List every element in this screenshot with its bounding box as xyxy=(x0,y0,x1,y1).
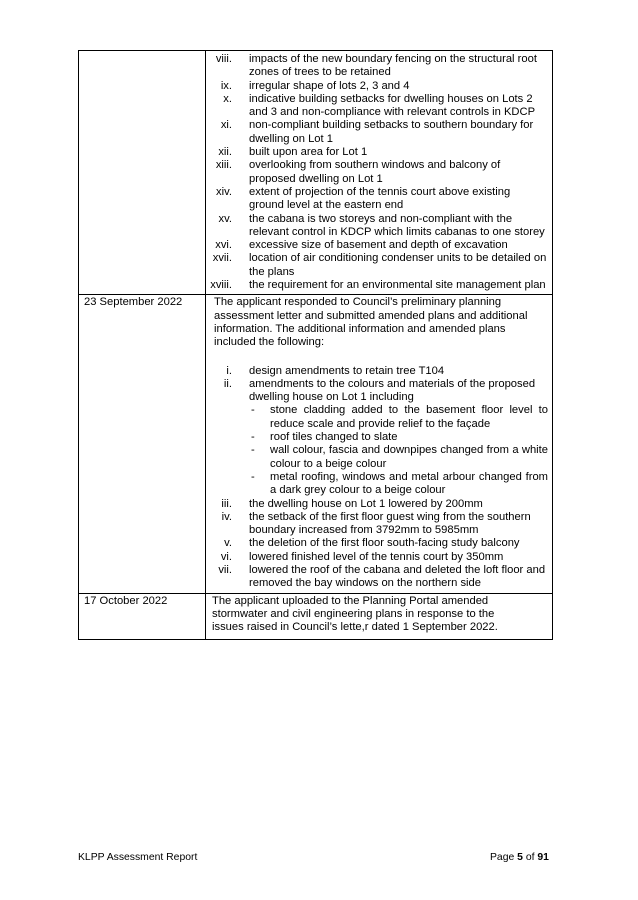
sub-list-item xyxy=(249,404,548,431)
item-number: i. xyxy=(226,364,232,377)
dash-bullet: - xyxy=(251,431,255,444)
list-item xyxy=(206,80,548,93)
item-text: amendments to the colours and materials of the proposed dwelling house on Lot 1 including xyxy=(249,377,536,404)
item-number: xi. xyxy=(220,119,232,132)
list-item xyxy=(206,186,548,213)
sub-list-item xyxy=(249,431,548,444)
sub-list xyxy=(249,404,548,497)
page-current: 5 xyxy=(517,852,523,863)
table-row xyxy=(79,51,553,295)
page-of: of xyxy=(522,852,538,863)
item-number: xvi. xyxy=(215,239,232,252)
item-text: the cabana is two storeys and non-compliant with the relevant control in KDCP which limits cabanas to one storey xyxy=(249,212,545,238)
item-text: excessive size of basement and depth of excavation xyxy=(249,239,508,252)
list-item xyxy=(206,93,548,120)
item-number: viii. xyxy=(215,53,232,65)
item-text: non-compliant building setbacks to southern boundary for dwelling on Lot 1 xyxy=(249,119,534,145)
item-text: lowered the roof of the cabana and deleted the loft floor and removed the bay windows on the northern side xyxy=(249,563,546,590)
item-number: xiv. xyxy=(216,185,232,198)
item-text: extent of projection of the tennis court above existing ground level at the eastern end xyxy=(249,185,511,212)
numbered-list xyxy=(206,51,552,294)
item-text: the setback of the first floor guest wing from the southern boundary increased from 3792mm to 5985mm xyxy=(249,510,531,537)
dash-bullet: - xyxy=(251,470,255,483)
paragraph: The applicant responded to Council’s preliminary planning assessment letter and submitted amended plans and additional information. The additional information and amended plans included the following: xyxy=(214,296,528,349)
list-item xyxy=(206,498,548,511)
list-item xyxy=(206,146,548,159)
chronology-table xyxy=(78,50,553,640)
list-item xyxy=(206,119,548,146)
sub-item-text: wall colour, fascia and downpipes changed from a white colour to a beige colour xyxy=(270,444,548,470)
list-item xyxy=(206,213,548,240)
table-row xyxy=(79,593,553,640)
item-text: built upon area for Lot 1 xyxy=(249,146,368,159)
list-item xyxy=(206,551,548,564)
date-cell: 23 September 2022 xyxy=(79,295,206,593)
details-cell xyxy=(206,51,553,295)
item-text: the requirement for an environmental site management plan xyxy=(249,279,546,292)
page-prefix: Page xyxy=(490,852,518,863)
details-cell xyxy=(206,295,553,593)
sub-item-text: metal roofing, windows and metal arbour changed from a dark grey colour to a beige colour xyxy=(270,470,548,497)
item-number: xviii. xyxy=(210,279,232,292)
item-number: xvii. xyxy=(212,252,232,265)
list-item xyxy=(206,365,548,378)
item-number: vi. xyxy=(220,550,232,563)
item-text: impacts of the new boundary fencing on the structural root zones of trees to be retained xyxy=(249,53,537,79)
item-text: the deletion of the first floor south-facing study balcony xyxy=(249,537,520,550)
sub-list-item xyxy=(249,471,548,498)
date-cell xyxy=(79,51,206,295)
list-item xyxy=(206,564,548,591)
numbered-list xyxy=(206,363,552,593)
dash-bullet: - xyxy=(251,444,255,457)
list-item xyxy=(206,511,548,538)
footer-page-number xyxy=(490,851,549,864)
item-number: iii. xyxy=(221,497,232,510)
dash-bullet: - xyxy=(251,404,255,417)
item-number: ii. xyxy=(223,377,232,390)
item-number: iv. xyxy=(221,510,232,523)
list-item xyxy=(206,239,548,252)
item-number: ix. xyxy=(220,79,232,92)
list-item xyxy=(206,378,548,498)
item-number: vii. xyxy=(218,563,232,576)
list-item xyxy=(206,252,548,279)
item-text: lowered finished level of the tennis court by 350mm xyxy=(249,550,504,563)
table-row xyxy=(79,295,553,593)
item-number: xiii. xyxy=(215,159,232,172)
sub-item-text: roof tiles changed to slate xyxy=(270,431,398,444)
list-item xyxy=(206,159,548,186)
list-item xyxy=(206,537,548,550)
item-number: xii. xyxy=(218,146,232,159)
item-number: v. xyxy=(224,537,232,550)
date-cell: 17 October 2022 xyxy=(79,593,206,640)
item-text: overlooking from southern windows and balcony of proposed dwelling on Lot 1 xyxy=(249,159,501,185)
list-item xyxy=(206,279,548,292)
sub-item-text: stone cladding added to the basement floor level to reduce scale and provide relief to the façade xyxy=(270,404,548,430)
paragraph: The applicant uploaded to the Planning Portal amended stormwater and civil engineering plans in response to the issues raised in Council’s lette,r dated 1 September 2022. xyxy=(212,594,498,634)
item-text: location of air conditioning condenser units to be detailed on the plans xyxy=(249,252,547,278)
item-text: irregular shape of lots 2, 3 and 4 xyxy=(249,79,410,92)
item-number: x. xyxy=(223,92,232,105)
item-number: xv. xyxy=(218,212,232,225)
list-item xyxy=(206,53,548,80)
item-text: design amendments to retain tree T104 xyxy=(249,364,445,377)
sub-list-item xyxy=(249,444,548,471)
page-total: 91 xyxy=(537,852,549,863)
details-cell xyxy=(206,593,553,640)
item-text: indicative building setbacks for dwelling houses on Lots 2 and 3 and non-compliance with relevant controls in KDCP xyxy=(249,92,536,119)
footer-report-title: KLPP Assessment Report xyxy=(78,852,198,863)
item-text: the dwelling house on Lot 1 lowered by 200mm xyxy=(249,497,483,510)
